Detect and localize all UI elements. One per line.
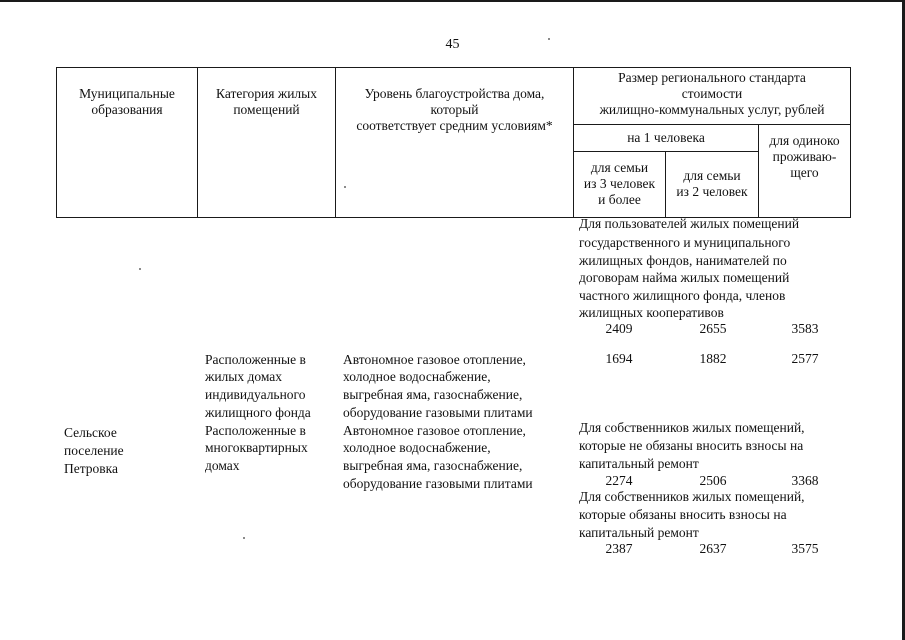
individual-value-family3: 1694 xyxy=(605,351,633,366)
individual-value-single: 2577 xyxy=(791,351,819,366)
header-per-person: на 1 человека xyxy=(574,125,759,151)
apartment-category-line-2: многоквартирных xyxy=(205,440,308,455)
apartment-amenity-line-2: холодное водоснабжение, xyxy=(343,440,491,455)
individual-category-line-1: Расположенные в xyxy=(205,352,306,367)
scan-speck xyxy=(139,268,141,270)
header-single-line-1: для одиноко xyxy=(769,133,840,149)
individual-amenity-line-3: выгребная яма, газоснабжение, xyxy=(343,387,523,402)
apartment-amenity-line-4: оборудование газовыми плитами xyxy=(343,476,533,491)
header-standard-line-1: Размер регионального стандарта xyxy=(618,70,806,85)
tenants-caption-line-6: жилищных кооперативов xyxy=(579,305,724,320)
header-family-2 xyxy=(666,151,759,217)
header-municipality: Муниципальные образования xyxy=(57,68,198,218)
header-family3-line-3: и более xyxy=(598,192,641,208)
individual-category-line-3: индивидуального xyxy=(205,387,306,402)
header-amenity-line-2: который xyxy=(430,102,479,117)
apartment-amenity-line-1: Автономное газовое отопление, xyxy=(343,423,526,438)
header-single-line-3: щего xyxy=(790,165,819,181)
header-single-resident xyxy=(759,125,851,218)
scan-speck xyxy=(243,537,245,539)
tenants-value-single: 3583 xyxy=(791,321,819,336)
tenants-value-family2: 2655 xyxy=(699,321,727,336)
header-family2-line-2: из 2 человек xyxy=(676,184,748,200)
owners-paying-caption-line-3: капитальный ремонт xyxy=(579,525,699,540)
scan-speck xyxy=(344,186,346,188)
header-amenity-line-1: Уровень благоустройства дома, xyxy=(364,86,545,101)
owners-paying-value-single: 3575 xyxy=(791,541,819,556)
header-family2-line-1: для семьи xyxy=(683,168,741,184)
municipality-name-line-3: Петровка xyxy=(64,461,119,476)
tenants-caption-line-4: договорам найма жилых помещений xyxy=(579,270,790,285)
header-standard-size xyxy=(574,68,851,125)
owners-exempt-caption-line-1: Для собственников жилых помещений, xyxy=(579,420,805,435)
owners-paying-value-family2: 2637 xyxy=(699,541,727,556)
owners-exempt-value-family2: 2506 xyxy=(699,473,727,488)
owners-exempt-caption-line-3: капитальный ремонт xyxy=(579,456,699,471)
owners-exempt-value-single: 3368 xyxy=(791,473,819,488)
tenants-caption-line-1: Для пользователей жилых помещений xyxy=(579,216,800,231)
apartment-category-line-1: Расположенные в xyxy=(205,423,306,438)
individual-category-line-2: жилых домах xyxy=(205,369,283,384)
header-family3-line-1: для семьи xyxy=(590,160,649,176)
header-single-line-2: проживаю- xyxy=(772,149,837,165)
municipality-name-line-1: Сельское xyxy=(64,425,117,440)
owners-exempt-value-family3: 2274 xyxy=(605,473,633,488)
scan-speck xyxy=(548,38,550,40)
apartment-category-line-3: домах xyxy=(205,458,240,473)
header-family3-line-2: из 3 человек xyxy=(583,176,656,192)
owners-paying-caption-line-2: которые обязаны вносить взносы на xyxy=(579,507,787,522)
header-housing-category: Категория жилых помещений xyxy=(198,68,336,218)
individual-category-line-4: жилищного фонда xyxy=(205,405,311,420)
tenants-caption-line-3: жилищных фондов, нанимателей по xyxy=(579,253,787,268)
tenants-value-family3: 2409 xyxy=(605,321,633,336)
tenants-caption-line-5: частного жилищного фонда, членов xyxy=(579,288,786,303)
table-header xyxy=(56,67,851,218)
individual-amenity-line-4: оборудование газовыми плитами xyxy=(343,405,533,420)
page-number: 45 xyxy=(445,37,460,52)
individual-amenity-line-1: Автономное газовое отопление, xyxy=(343,352,526,367)
apartment-amenity-line-3: выгребная яма, газоснабжение, xyxy=(343,458,523,473)
owners-exempt-caption-line-2: которые не обязаны вносить взносы на xyxy=(579,438,804,453)
header-standard-line-3: жилищно-коммунальных услуг, рублей xyxy=(599,102,825,117)
header-family-3-plus xyxy=(574,151,666,217)
scan-top-edge xyxy=(0,0,905,2)
header-amenity-line-3: соответствует средним условиям* xyxy=(356,118,553,133)
individual-value-family2: 1882 xyxy=(699,351,727,366)
header-amenity-level xyxy=(336,68,574,218)
tenants-caption-line-2: государственного и муниципального xyxy=(579,235,791,250)
individual-amenity-line-2: холодное водоснабжение, xyxy=(343,369,491,384)
owners-paying-caption-line-1: Для собственников жилых помещений, xyxy=(579,489,805,504)
municipality-name-line-2: поселение xyxy=(64,443,124,458)
owners-paying-value-family3: 2387 xyxy=(605,541,633,556)
header-standard-line-2: стоимости xyxy=(681,86,743,101)
